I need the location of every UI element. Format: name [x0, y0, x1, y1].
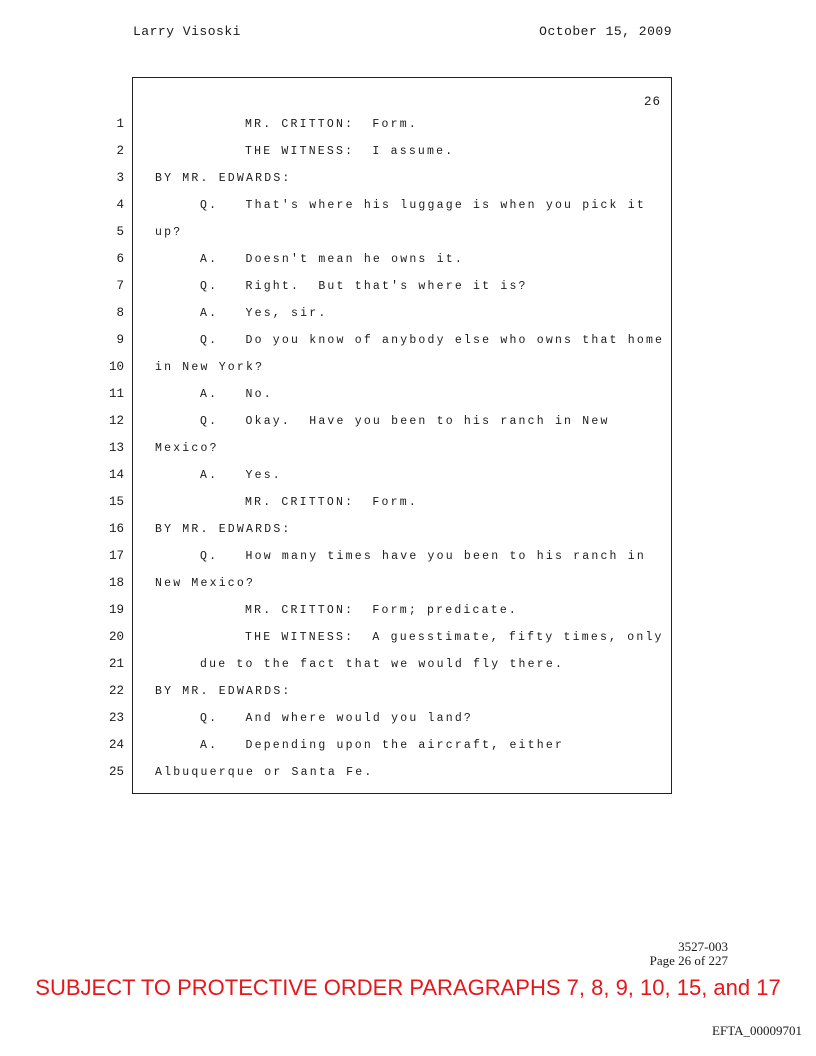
transcript-line	[0, 570, 680, 597]
line-text: due to the fact that we would fly there.	[200, 658, 565, 671]
line-text: Q. Okay. Have you been to his ranch in New	[200, 415, 610, 428]
line-text: MR. CRITTON: Form.	[245, 496, 418, 509]
line-text: A. Yes.	[200, 469, 282, 482]
line-text: THE WITNESS: I assume.	[245, 145, 455, 158]
transcript-line	[0, 651, 680, 678]
transcript-line	[0, 165, 680, 192]
line-text: Q. That's where his luggage is when you pick it	[200, 199, 646, 212]
line-number: 8	[116, 306, 124, 320]
line-number: 6	[116, 252, 124, 266]
line-text: A. No.	[200, 388, 273, 401]
transcript-line	[0, 354, 680, 381]
line-text: BY MR. EDWARDS:	[155, 685, 292, 698]
protective-order-notice: SUBJECT TO PROTECTIVE ORDER PARAGRAPHS 7, 8, 9, 10, 15, and 17	[35, 975, 781, 1000]
line-number: 5	[116, 225, 124, 239]
line-number: 11	[108, 387, 124, 401]
line-text: THE WITNESS: A guesstimate, fifty times, only	[245, 631, 664, 644]
line-number: 2	[116, 144, 124, 158]
line-number: 20	[108, 630, 124, 644]
line-number: 13	[108, 441, 124, 455]
transcript-line	[0, 408, 680, 435]
line-text: Q. And where would you land?	[200, 712, 474, 725]
transcript-line	[0, 624, 680, 651]
transcript-line	[0, 138, 680, 165]
line-number: 9	[116, 333, 124, 347]
line-text: A. Depending upon the aircraft, either	[200, 739, 565, 752]
line-number: 18	[108, 576, 124, 590]
line-number: 16	[108, 522, 124, 536]
bates-stamp	[650, 940, 728, 968]
transcript-line	[0, 597, 680, 624]
transcript-page-number: 26	[643, 95, 661, 109]
transcript-line	[0, 192, 680, 219]
line-number: 17	[108, 549, 124, 563]
line-text: BY MR. EDWARDS:	[155, 172, 292, 185]
line-number: 1	[116, 117, 124, 131]
transcript-line	[0, 246, 680, 273]
line-number: 22	[108, 684, 124, 698]
transcript-line	[0, 435, 680, 462]
line-text: Mexico?	[155, 442, 219, 455]
line-text: New Mexico?	[155, 577, 256, 590]
transcript-line	[0, 300, 680, 327]
line-number: 21	[108, 657, 124, 671]
line-text: Q. Right. But that's where it is?	[200, 280, 528, 293]
line-text: A. Doesn't mean he owns it.	[200, 253, 464, 266]
line-text: Q. How many times have you been to his ranch in	[200, 550, 646, 563]
line-text: A. Yes, sir.	[200, 307, 328, 320]
line-text: BY MR. EDWARDS:	[155, 523, 292, 536]
line-number: 14	[108, 468, 124, 482]
transcript-line	[0, 381, 680, 408]
line-number: 4	[116, 198, 124, 212]
line-number: 3	[116, 171, 124, 185]
line-text: Q. Do you know of anybody else who owns that home	[200, 334, 665, 347]
line-text: MR. CRITTON: Form; predicate.	[245, 604, 519, 617]
line-number: 19	[108, 603, 124, 617]
transcript-line	[0, 219, 680, 246]
transcript-line	[0, 543, 680, 570]
line-number: 12	[108, 414, 124, 428]
line-number: 25	[108, 765, 124, 779]
transcript-line	[0, 111, 680, 138]
line-number: 7	[116, 279, 124, 293]
line-number: 10	[108, 360, 124, 374]
transcript-line	[0, 327, 680, 354]
line-text: Albuquerque or Santa Fe.	[155, 766, 374, 779]
line-number: 23	[108, 711, 124, 725]
transcript-line	[0, 732, 680, 759]
line-number: 15	[108, 495, 124, 509]
transcript-line	[0, 489, 680, 516]
line-text: MR. CRITTON: Form.	[245, 118, 418, 131]
transcript-line	[0, 462, 680, 489]
deponent-name: Larry Visoski	[133, 24, 241, 39]
transcript-line	[0, 273, 680, 300]
deposition-date: October 15, 2009	[539, 24, 672, 39]
line-text: up?	[155, 226, 183, 239]
bates-code: 3527-003	[678, 939, 728, 954]
line-number: 24	[108, 738, 124, 752]
efta-document-id: EFTA_00009701	[712, 1023, 802, 1038]
transcript-line	[0, 759, 680, 786]
transcript-line	[0, 516, 680, 543]
transcript-line	[0, 705, 680, 732]
bates-page: Page 26 of 227	[649, 953, 728, 968]
line-text: in New York?	[155, 361, 265, 374]
transcript-line	[0, 678, 680, 705]
